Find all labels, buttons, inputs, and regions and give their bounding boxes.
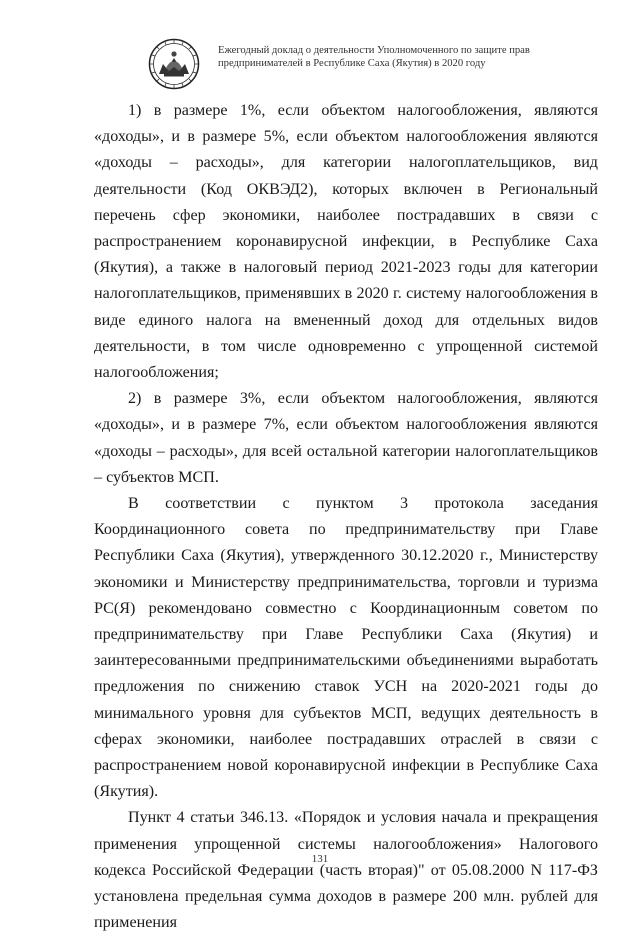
- header-line-1: Ежегодный доклад о деятельности Уполномоченного по защите прав: [218, 45, 530, 56]
- paragraph: Пункт 4 статьи 346.13. «Порядок и условия начала и прекращения применения упрощенной системы налогообложения» Налогового кодекса Российской Федерации (часть вторая)" от 05.08.2000 N 117-ФЗ установлена предельная сумма доходов в размере 200 млн. рублей для применения: [94, 809, 598, 932]
- page-header: [148, 38, 568, 92]
- coat-of-arms-icon: [148, 38, 200, 90]
- page-number: 131: [311, 853, 329, 865]
- paragraph: В соответствии с пунктом 3 протокола заседания Координационного совета по предпринимательству при Главе Республики Саха (Якутия), утвержденного 30.12.2020 г., Министерству экономики и Министерству предпринимательства, торговли и туризма РС(Я) рекомендовано совместно с Координационным советом по предпринимательству при Главе Республики Саха (Якутия) и заинтересованными предпринимательскими объединениями выработать предложения по снижению ставок УСН на 2020-2021 годы до минимального уровня для субъектов МСП, ведущих деятельность в сферах экономики, наиболее пострадавших отраслей в связи с распространением новой коронавирусной инфекции в Республике Саха (Якутия).: [94, 495, 598, 801]
- header-title: [218, 44, 530, 70]
- header-line-2: предпринимателей в Республике Саха (Якутия) в 2020 году: [218, 58, 486, 69]
- document-body: [94, 98, 598, 937]
- paragraph: 2) в размере 3%, если объектом налогообложения, являются «доходы», и в размере 7%, если объектом налогообложения являются «доходы – расходы», для всей остальной категории налогоплательщиков – субъектов МСП.: [94, 390, 598, 486]
- paragraph: 1) в размере 1%, если объектом налогообложения, являются «доходы», и в размере 5%, если объектом налогообложения являются «доходы – расходы», для категории налогоплательщиков, вид деятельности (Код ОКВЭД2), которых включен в Региональный перечень сфер экономики, наиболее пострадавших в связи с распространением коронавирусной инфекции, в Республике Саха (Якутия), а также в налоговый период 2021-2023 годы для категории налогоплательщиков, применявших в 2020 г. систему налогообложения в виде единого налога на вмененный доход для отдельных видов деятельности, в том числе одновременно с упрощенной системой налогообложения;: [94, 102, 598, 382]
